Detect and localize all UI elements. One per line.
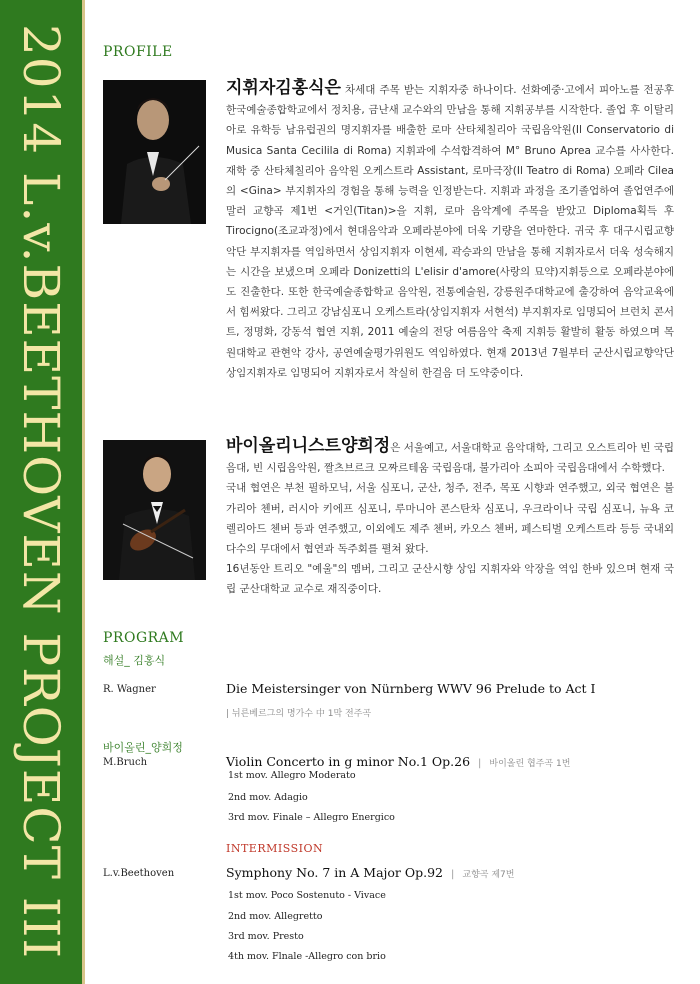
separator: | (451, 869, 455, 880)
violinist-bio (226, 436, 674, 600)
work-beethoven (226, 865, 514, 880)
intermission-label: INTERMISSION (226, 842, 324, 855)
bruch-movement-3: 3rd mov. Finale – Allegro Energico (228, 812, 395, 823)
note-wagner: | 뉘른베르그의 명가수 中 1막 전주곡 (226, 709, 372, 719)
composer-bruch: M.Bruch (103, 757, 148, 768)
work-beethoven-korean: 교향곡 제7번 (462, 870, 515, 880)
violin-soloist-label: 바이올린_양희정 (103, 741, 183, 754)
beethoven-movement-1: 1st mov. Poco Sostenuto - Vivace (228, 890, 386, 901)
work-bruch (226, 754, 570, 769)
vertical-title: 2014 L.v.BEETHOVEN PROJECT III (12, 24, 70, 960)
violinist-name: 바이올리니스트양희정 (226, 436, 391, 456)
work-bruch-korean: 바이올린 협주곡 1번 (489, 759, 571, 769)
composer-wagner: R. Wagner (103, 684, 156, 695)
conductor-name: 지휘자김홍식은 (226, 78, 341, 98)
violinist-bio-text-3: 16년동안 트리오 "예울"의 멤버, 그리고 군산시향 상임 지휘자와 악장을 역임 한바 있으며 현재 국립 군산대학교 교수로 재직중이다. (226, 563, 674, 596)
beethoven-movement-3: 3rd mov. Presto (228, 931, 304, 942)
work-wagner: Die Meistersinger von Nürnberg WWV 96 Prelude to Act I (226, 681, 596, 696)
sidebar-divider (82, 0, 85, 984)
violinist-bio-text: 은 서울예고, 서울대학교 음악대학, 그리고 오스트리아 빈 국립음대, 빈 시립음악원, 짤츠브르크 모짜르테움 국립음대, 불가리아 소피아 국립음대에서 수학했다. (226, 442, 674, 475)
program-heading: PROGRAM (103, 630, 185, 646)
violinist-photo (103, 440, 206, 580)
violinist-bio-text-2: 국내 협연은 부천 필하모닉, 서울 심포니, 군산, 청주, 전주, 목포 시향과 연주했고, 외국 협연은 불가리아 첸버, 러시아 키에프 심포니, 루마니아 콘스탄차 심포니, 우크라이나 국립 심포니, 뉴욕 코렐리아드 첸버 등과 연주했고, 이외에도 제주 첸버, 카오스 첸버, 페스티벌 오케스트라 등등 국내외 다수의 무대에서 협연과 독주회를 펼쳐 왔다. (226, 482, 674, 556)
beethoven-movement-4: 4th mov. Flnale -Allegro con brio (228, 951, 386, 962)
separator: | (478, 758, 482, 769)
profile-heading: PROFILE (103, 44, 173, 60)
bruch-movement-2: 2nd mov. Adagio (228, 792, 308, 803)
conductor-photo (103, 80, 206, 224)
work-beethoven-title: Symphony No. 7 in A Major Op.92 (226, 865, 444, 880)
conductor-bio (226, 78, 674, 383)
commentary-label: 해설_ 김홍식 (103, 654, 166, 667)
composer-beethoven: L.v.Beethoven (103, 868, 175, 879)
bruch-movement-1: 1st mov. Allegro Moderato (228, 770, 356, 781)
conductor-bio-text: 차세대 주목 받는 지휘자중 하나이다. 선화예중·고에서 피아노를 전공후 한국예술종합학교에서 정치용, 금난새 교수와의 만남을 통해 지휘공부를 시작한다. 졸업 후 이탈리아로 유학등 남유럽권의 명지휘자를 배출한 로마 산타체칠리아 국립음악원(Il Conservatorio di Musica Santa Cecilila di Roma) 지휘과에 수석합격하여 M° Bruno Aprea 교수를 사사한다. 재학 중 산타체칠리아 음악원 오케스트라 Assistant, 로마극장(Il Teatro di Roma) 오페라 Cilea의 <Gina> 부지휘자의 경험을 통해 능력을 인정받는다. 지휘과 과정을 조기졸업하여 졸업연주에 말러 교향곡 제1번 <거인(Titan)>을 지휘, 로마 음악계에 주목을 받았고 Diploma획득 후 Tirocigno(조교과정)에서 현대음악과 오페라분야에 더욱 기량을 연마한다. 귀국 후 대구시립교향악단 부지휘자를 역임하면서 상임지휘자 이현세, 곽승과의 만남을 통해 지휘자로서 더욱 성숙해지는 시간을 보냈으며 오페라 Donizetti의 L'elisir d'amore(사랑의 묘약)지휘등으로 오페라분야에도 진출한다. 또한 한국예술종합학교 음악원, 전통예술원, 강릉원주대학교에 출강하여 음악교육에서 힘써왔다. 그리고 강남심포니 오케스트라(상임지휘자 서현석) 부지휘자로 임명되어 브런치 콘서트, 정명화, 강동석 협연 지휘, 2011 예술의 전당 여름음악 축제 지휘등 활발히 활동 하였으며 목원대학교 관현악 강사, 공연예술평가위원도 역임하였다. 현재 2013년 7월부터 군산시립교향악단 상임지휘자로 임명되어 지휘자로서 착실히 한걸음 더 도약중이다. (226, 84, 674, 379)
work-bruch-title: Violin Concerto in g minor No.1 Op.26 (226, 754, 471, 769)
beethoven-movement-2: 2nd mov. Allegretto (228, 911, 323, 922)
